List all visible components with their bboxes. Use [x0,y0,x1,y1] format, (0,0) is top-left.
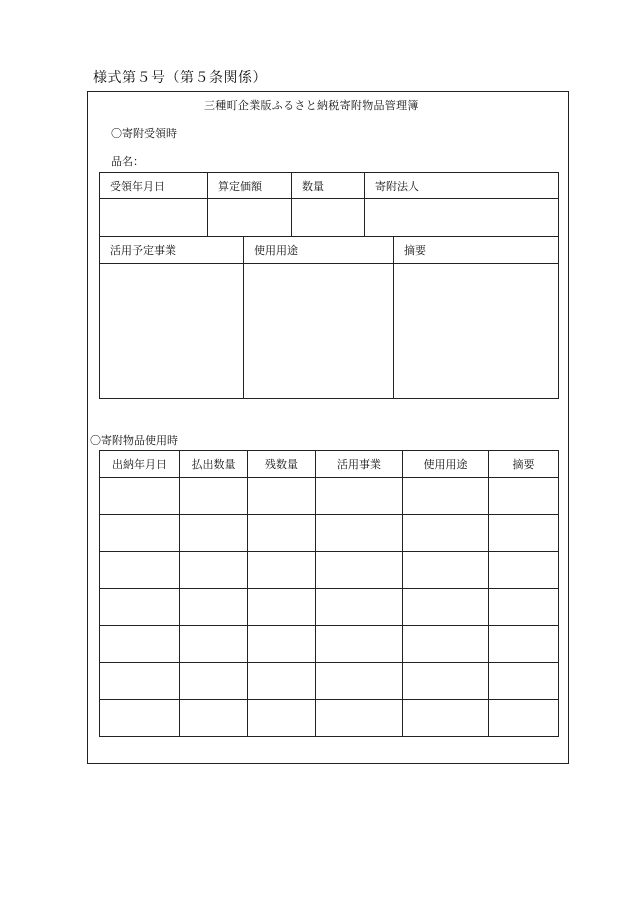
form-number: 様式第５号（第５条関係） [93,70,267,86]
header-remarks: 摘要 [394,237,559,264]
item-name-label: 品名： [111,155,144,168]
table-row [100,589,559,626]
receipt-input-row [100,199,559,237]
table-cell[interactable] [316,515,403,552]
table-cell[interactable] [489,626,559,663]
table-row [100,478,559,515]
table-cell[interactable] [403,552,489,589]
usage-section-label: 〇寄附物品使用時 [90,434,178,447]
table-cell[interactable] [403,589,489,626]
planned-use-input-row [100,264,559,399]
header-usage-purpose: 使用用途 [403,451,489,478]
table-row [100,552,559,589]
table-cell[interactable] [100,478,180,515]
table-cell[interactable] [180,552,248,589]
receipt-date-cell[interactable] [100,199,208,237]
receipt-table [99,172,559,237]
header-utilized-project: 活用事業 [316,451,403,478]
planned-project-cell[interactable] [100,264,244,399]
header-issued-quantity: 払出数量 [180,451,248,478]
table-cell[interactable] [403,626,489,663]
remarks-cell[interactable] [394,264,559,399]
table-cell[interactable] [489,589,559,626]
header-disbursement-date: 出納年月日 [100,451,180,478]
table-cell[interactable] [100,589,180,626]
table-cell[interactable] [403,700,489,737]
usage-table [99,450,559,737]
table-cell[interactable] [100,663,180,700]
table-cell[interactable] [489,700,559,737]
header-remaining-quantity: 残数量 [248,451,316,478]
table-cell[interactable] [316,478,403,515]
header-usage-purpose: 使用用途 [244,237,394,264]
receipt-section-label: 〇寄附受領時 [111,127,177,140]
table-cell[interactable] [180,589,248,626]
table-cell[interactable] [180,626,248,663]
donor-corporation-cell[interactable] [365,199,559,237]
table-cell[interactable] [489,515,559,552]
table-cell[interactable] [489,478,559,515]
header-planned-project: 活用予定事業 [100,237,244,264]
table-row [100,700,559,737]
table-cell[interactable] [489,663,559,700]
form-title: 三種町企業版ふるさと納税寄附物品管理簿 [204,99,419,112]
table-cell[interactable] [316,589,403,626]
table-cell[interactable] [180,515,248,552]
header-assessed-value: 算定価額 [208,173,292,199]
table-cell[interactable] [100,626,180,663]
table-row [100,663,559,700]
header-remarks: 摘要 [489,451,559,478]
table-cell[interactable] [248,478,316,515]
table-cell[interactable] [100,552,180,589]
header-donor-corporation: 寄附法人 [365,173,559,199]
table-row [100,626,559,663]
table-cell[interactable] [248,663,316,700]
table-cell[interactable] [316,700,403,737]
receipt-header-row [100,173,559,199]
table-cell[interactable] [316,552,403,589]
table-cell[interactable] [403,663,489,700]
planned-use-header-row [100,237,559,264]
table-cell[interactable] [248,552,316,589]
table-row [100,515,559,552]
usage-purpose-cell[interactable] [244,264,394,399]
table-cell[interactable] [248,515,316,552]
table-cell[interactable] [403,478,489,515]
quantity-cell[interactable] [292,199,365,237]
table-cell[interactable] [180,663,248,700]
table-cell[interactable] [316,626,403,663]
table-cell[interactable] [248,589,316,626]
table-cell[interactable] [248,626,316,663]
table-cell[interactable] [180,700,248,737]
table-cell[interactable] [489,552,559,589]
assessed-value-cell[interactable] [208,199,292,237]
header-quantity: 数量 [292,173,365,199]
table-cell[interactable] [100,700,180,737]
usage-header-row [100,451,559,478]
table-cell[interactable] [100,515,180,552]
table-cell[interactable] [248,700,316,737]
table-cell[interactable] [403,515,489,552]
table-cell[interactable] [316,663,403,700]
planned-use-table [99,236,559,399]
header-receipt-date: 受領年月日 [100,173,208,199]
table-cell[interactable] [180,478,248,515]
